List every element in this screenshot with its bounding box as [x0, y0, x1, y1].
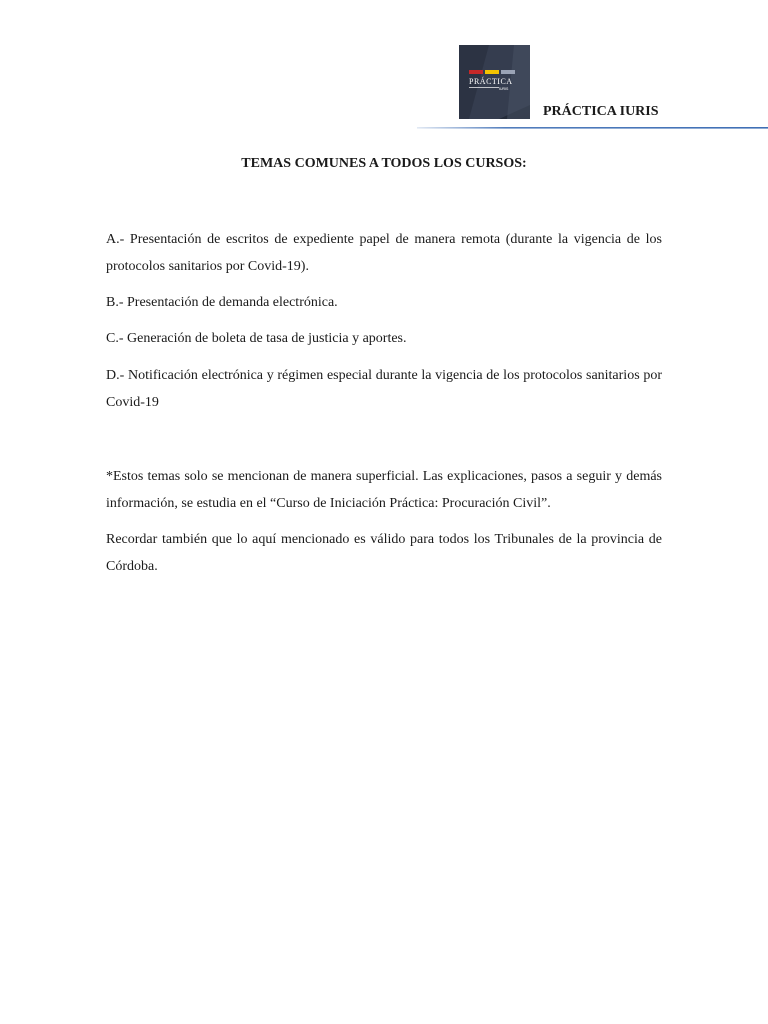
note-paragraph: *Estos temas solo se mencionan de manera superficial. Las explicaciones, pasos a seguir y demás información, se estudia en el “Curso de Iniciación Práctica: Procuración Civil”.	[106, 469, 662, 511]
logo-rule	[469, 87, 499, 88]
logo-color-bars	[469, 70, 515, 74]
logo-subword: IURIS	[499, 87, 509, 91]
header-divider	[417, 126, 768, 130]
list-item-b: B.- Presentación de demanda electrónica.	[106, 295, 338, 310]
brand-name: PRÁCTICA IURIS	[543, 104, 659, 119]
logo-bar-red	[469, 70, 483, 74]
page-title: TEMAS COMUNES A TODOS LOS CURSOS:	[241, 156, 527, 171]
reminder-paragraph: Recordar también que lo aquí mencionado es válido para todos los Tribunales de la provincia de Córdoba.	[106, 532, 662, 574]
logo-bar-yellow	[485, 70, 499, 74]
list-item-c: C.- Generación de boleta de tasa de justicia y aportes.	[106, 331, 407, 346]
practica-iuris-logo	[459, 45, 530, 119]
list-item-a: A.- Presentación de escritos de expediente papel de manera remota (durante la vigencia de los protocolos sanitarios por Covid-19).	[106, 232, 662, 274]
logo-wordmark: PRÁCTICA	[469, 77, 513, 86]
list-item-d: D.- Notificación electrónica y régimen especial durante la vigencia de los protocolos sanitarios por Covid-19	[106, 368, 662, 410]
logo-bar-gray	[501, 70, 515, 74]
